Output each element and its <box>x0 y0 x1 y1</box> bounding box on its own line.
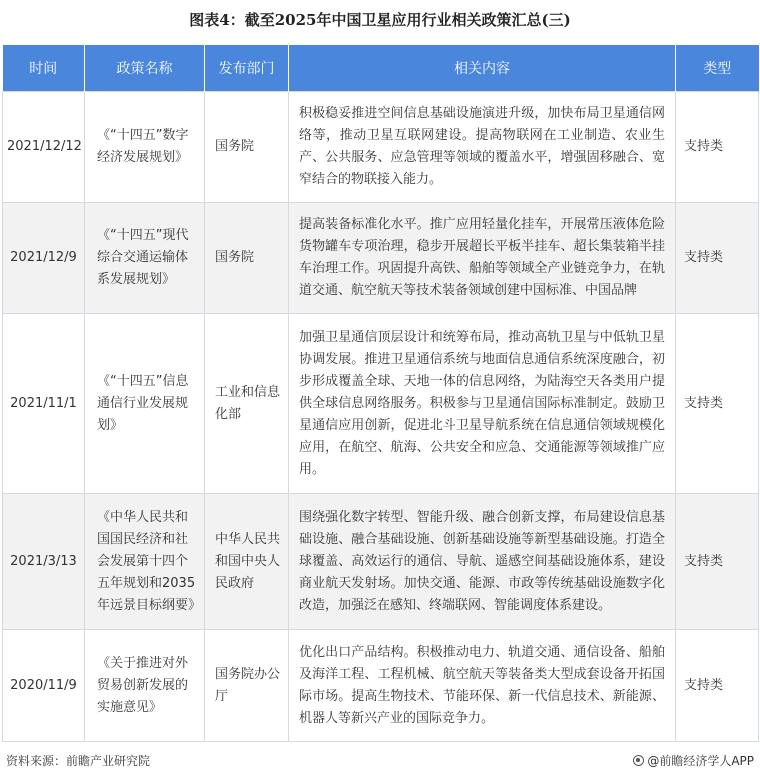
cell-type: 支持类 <box>676 92 759 203</box>
cell-content: 积极稳妥推进空间信息基础设施演进升级，加快布局卫星通信网络等，推动卫星互联网建设。提高物联网在工业制造、农业生产、公共服务、应急管理等领域的覆盖水平，增强固移融合、宽窄结合的物联接入能力。 <box>289 92 676 203</box>
cell-type: 支持类 <box>676 494 759 630</box>
table-row <box>3 494 759 630</box>
table-row <box>3 630 759 742</box>
app-credit <box>633 752 754 769</box>
cell-content: 加强卫星通信顶层设计和统筹布局，推动高轨卫星与中低轨卫星协调发展。推进卫星通信系统与地面信息通信系统深度融合，初步形成覆盖全球、天地一体的信息网络，为陆海空天各类用户提供全球信息网络服务。积极参与卫星通信国际标准制定。鼓励卫星通信应用创新，促进北斗卫星导航系统在信息通信领域规模化应用，在航空、航海、公共安全和应急、交通能源等领域推广应用。 <box>289 314 676 494</box>
cell-content: 提高装备标准化水平。推广应用轻量化挂车，开展常压液体危险货物罐车专项治理，稳步开展超长平板半挂车、超长集装箱半挂车治理工作。巩固提升高铁、船舶等领域全产业链竞争力，在轨道交通、航空航天等技术装备领域创建中国标准、中国品牌 <box>289 203 676 314</box>
cell-policy-name: 《关于推进对外贸易创新发展的实施意见》 <box>85 630 205 742</box>
cell-date: 2020/11/9 <box>3 630 85 742</box>
header-department: 发布部门 <box>205 45 289 92</box>
header-date: 时间 <box>3 45 85 92</box>
cell-type: 支持类 <box>676 630 759 742</box>
cell-policy-name: 《“十四五”现代综合交通运输体系发展规划》 <box>85 203 205 314</box>
cell-policy-name: 《“十四五”数字经济发展规划》 <box>85 92 205 203</box>
table-header-row <box>3 45 759 92</box>
cell-type: 支持类 <box>676 203 759 314</box>
footer <box>6 752 754 772</box>
cell-department: 中华人民共和国中央人民政府 <box>205 494 289 630</box>
table-row <box>3 203 759 314</box>
cell-date: 2021/12/12 <box>3 92 85 203</box>
header-content: 相关内容 <box>289 45 676 92</box>
table-row <box>3 314 759 494</box>
cell-department: 工业和信息化部 <box>205 314 289 494</box>
source-note: 资料来源：前瞻产业研究院 <box>6 754 151 768</box>
cell-date: 2021/12/9 <box>3 203 85 314</box>
brand-logo-icon <box>633 755 644 766</box>
policy-table <box>2 45 759 742</box>
cell-department: 国务院 <box>205 203 289 314</box>
cell-policy-name: 《“十四五”信息通信行业发展规划》 <box>85 314 205 494</box>
cell-date: 2021/3/13 <box>3 494 85 630</box>
cell-department: 国务院 <box>205 92 289 203</box>
cell-content: 围绕强化数字转型、智能升级、融合创新支撑，布局建设信息基础设施、融合基础设施、创新基础设施等新型基础设施。打造全球覆盖、高效运行的通信、导航、遥感空间基础设施体系，建设商业航天发射场。加快交通、能源、市政等传统基础设施数字化改造，加强泛在感知、终端联网、智能调度体系建设。 <box>289 494 676 630</box>
page-title: 图表4：截至2025年中国卫星应用行业相关政策汇总(三) <box>189 11 571 29</box>
cell-policy-name: 《中华人民共和国国民经济和社会发展第十四个五年规划和2035年远景目标纲要》 <box>85 494 205 630</box>
cell-type: 支持类 <box>676 314 759 494</box>
table-row <box>3 92 759 203</box>
cell-department: 国务院办公厅 <box>205 630 289 742</box>
app-credit-label: @前瞻经济学人APP <box>647 754 754 768</box>
cell-date: 2021/11/1 <box>3 314 85 494</box>
cell-content: 优化出口产品结构。积极推动电力、轨道交通、通信设备、船舶及海洋工程、工程机械、航空航天等装备类大型成套设备开拓国际市场。提高生物技术、节能环保、新一代信息技术、新能源、机器人等新兴产业的国际竞争力。 <box>289 630 676 742</box>
header-policy-name: 政策名称 <box>85 45 205 92</box>
header-type: 类型 <box>676 45 759 92</box>
